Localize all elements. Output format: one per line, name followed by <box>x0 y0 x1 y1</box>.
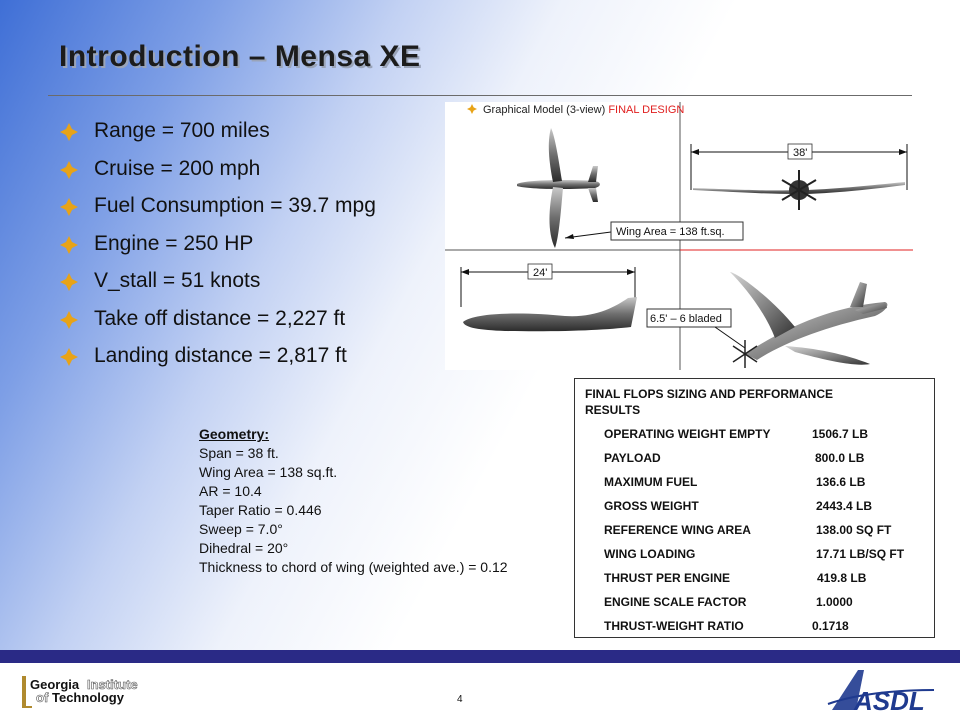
asdl-logo <box>826 664 936 721</box>
geometry-block <box>199 425 529 577</box>
results-value: 2443.4 LB <box>816 499 873 513</box>
diamond-bullet-icon <box>60 236 78 254</box>
results-value: 1506.7 LB <box>812 427 869 441</box>
bullet-text: Take off distance = 2,227 ft <box>94 306 346 330</box>
bullet-item <box>60 343 376 381</box>
isometric-view-aircraft <box>730 272 887 368</box>
bullet-item <box>60 118 376 156</box>
page-number: 4 <box>457 694 463 705</box>
gt-logo-word: Georgia <box>30 677 80 692</box>
wing-area-label: Wing Area = 138 ft.sq. <box>616 226 725 238</box>
front-view-aircraft <box>691 144 907 210</box>
diamond-bullet-icon <box>60 273 78 291</box>
diamond-bullet-icon <box>60 161 78 179</box>
bullet-item <box>60 268 376 306</box>
geometry-line: Sweep = 7.0° <box>199 521 283 537</box>
three-view-model-panel <box>445 102 913 370</box>
diamond-bullet-icon <box>60 311 78 329</box>
results-label: PAYLOAD <box>604 451 661 465</box>
diamond-bullet-icon <box>60 123 78 141</box>
bullet-text: Engine = 250 HP <box>94 231 254 255</box>
results-title: FINAL FLOPS SIZING AND PERFORMANCE RESULTS <box>585 387 834 417</box>
spec-bullet-list <box>60 118 376 381</box>
results-value: 419.8 LB <box>817 571 867 585</box>
span-dimension-label: 38' <box>793 147 808 159</box>
bullet-text: V_stall = 51 knots <box>94 269 261 292</box>
results-value: 138.00 SQ FT <box>816 523 892 537</box>
results-value: 0.1718 <box>812 619 849 633</box>
results-label: THRUST PER ENGINE <box>604 571 731 585</box>
bullet-item <box>60 156 376 194</box>
geometry-line: AR = 10.4 <box>199 483 262 499</box>
results-label: GROSS WEIGHT <box>604 499 699 513</box>
bullet-text: Landing distance = 2,817 ft <box>94 344 347 367</box>
diamond-bullet-icon <box>60 198 78 216</box>
model-heading <box>467 104 684 116</box>
asdl-logo-text: ASDL <box>854 686 925 716</box>
geometry-line: Dihedral = 20° <box>199 540 289 556</box>
bullet-item <box>60 193 376 231</box>
gt-logo-word: Technology <box>52 690 124 705</box>
footer-bar <box>0 650 960 663</box>
gt-logo-word: Institute <box>87 677 138 692</box>
results-label: REFERENCE WING AREA <box>604 523 751 537</box>
model-heading-text: Graphical Model (3-view) <box>483 104 606 116</box>
results-label: MAXIMUM FUEL <box>604 475 698 489</box>
results-label: THRUST-WEIGHT RATIO <box>604 619 744 633</box>
results-label: OPERATING WEIGHT EMPTY <box>604 427 771 441</box>
georgia-tech-logo <box>18 672 168 717</box>
geometry-line: Span = 38 ft. <box>199 445 279 461</box>
diamond-bullet-icon <box>467 104 477 114</box>
bullet-text: Fuel Consumption = 39.7 mpg <box>94 194 376 217</box>
bullet-text: Cruise = 200 mph <box>94 156 261 180</box>
length-dimension-label: 24' <box>533 267 548 279</box>
geometry-line: Thickness to chord of wing (weighted ave.) = 0.12 <box>199 559 508 575</box>
bullet-text: Range = 700 miles <box>94 119 270 142</box>
results-label: ENGINE SCALE FACTOR <box>604 595 747 609</box>
top-view-aircraft <box>517 128 600 248</box>
side-view-aircraft <box>461 264 637 331</box>
slide-title: Introduction – Mensa XE <box>59 40 421 73</box>
bullet-item <box>60 306 376 344</box>
results-value: 17.71 LB/SQ FT <box>816 547 905 561</box>
geometry-line: Taper Ratio = 0.446 <box>199 502 322 518</box>
results-value: 1.0000 <box>816 595 853 609</box>
prop-label: 6.5' – 6 bladed <box>650 313 722 325</box>
diamond-bullet-icon <box>60 348 78 366</box>
results-label: WING LOADING <box>604 547 696 561</box>
gt-logo-word: of <box>36 690 49 705</box>
geometry-heading: Geometry: <box>199 426 270 442</box>
flops-results-panel <box>574 378 935 638</box>
results-value: 136.6 LB <box>816 475 866 489</box>
aircraft-three-view-drawing <box>445 102 913 370</box>
results-value: 800.0 LB <box>815 451 865 465</box>
bullet-item <box>60 231 376 269</box>
title-divider <box>48 95 912 96</box>
model-heading-highlight: FINAL DESIGN <box>608 104 685 116</box>
geometry-line: Wing Area = 138 sq.ft. <box>199 464 338 480</box>
